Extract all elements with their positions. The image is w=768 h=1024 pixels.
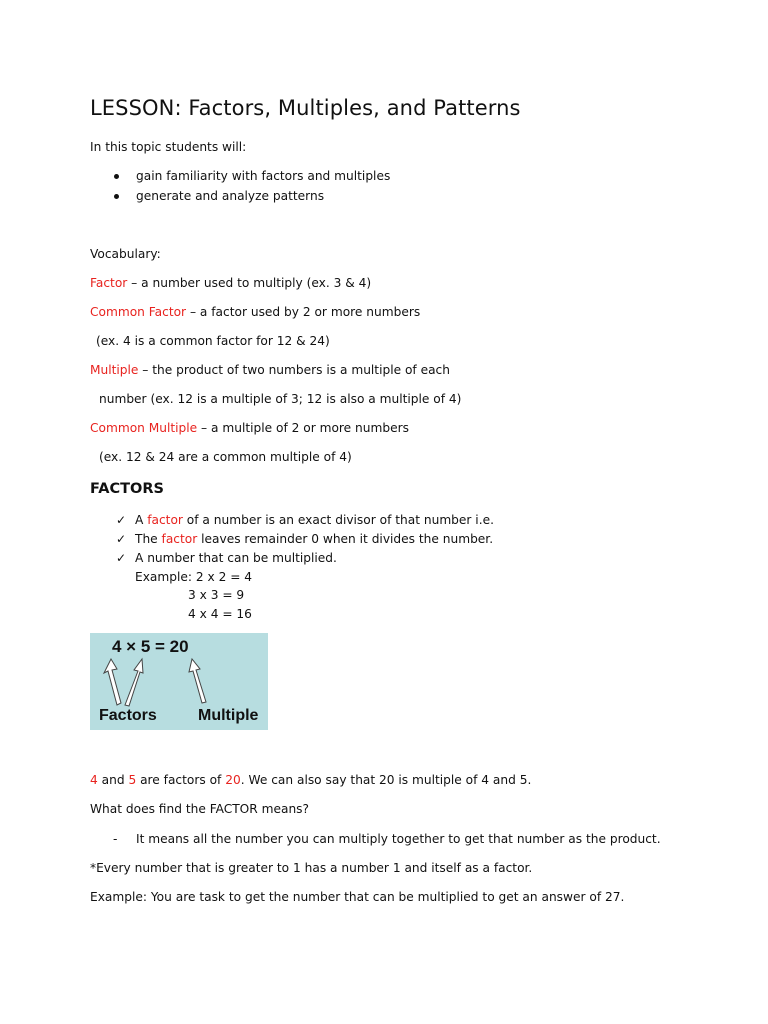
bullet-item: [114, 188, 325, 204]
term-common-factor: Common Factor: [90, 305, 187, 319]
diagram-equation: 4 × 5 = 20: [112, 637, 189, 656]
factors-diagram: [90, 633, 268, 730]
dash-item: [113, 831, 661, 847]
example-text: Example: You are task to get the number that can be multiplied to get an answer of 27.: [90, 890, 625, 904]
diagram-label-multiple: Multiple: [198, 707, 259, 724]
check-item: [116, 550, 337, 566]
vocab-common-multiple: [90, 420, 409, 436]
vocabulary-heading: Vocabulary:: [90, 247, 161, 261]
vocab-common-factor: [90, 304, 420, 320]
definition: – the product of two numbers is a multiple of each: [138, 363, 450, 377]
arrow-icon: [125, 659, 143, 706]
check-text: A factor of a number is an exact divisor of that number i.e.: [135, 513, 494, 527]
example-line: 3 x 3 = 9: [188, 588, 245, 602]
dash-marker: -: [113, 832, 118, 846]
term-common-multiple: Common Multiple: [90, 421, 198, 435]
definition: – a multiple of 2 or more numbers: [197, 421, 409, 435]
arrow-icon: [104, 659, 121, 705]
checkmark-icon: ✓: [116, 513, 127, 527]
example-text: number (ex. 12 is a multiple of 3; 12 is also a multiple of 4): [99, 392, 462, 406]
vocab-factor: [90, 275, 371, 291]
checkmark-icon: ✓: [116, 551, 127, 565]
check-item: [116, 512, 494, 528]
bullet-icon: [114, 194, 119, 199]
check-text: The factor leaves remainder 0 when it divides the number.: [135, 532, 494, 546]
factors-sentence: 4 and 5 are factors of 20. We can also say that 20 is multiple of 4 and 5.: [90, 773, 532, 787]
definition: – a number used to multiply (ex. 3 & 4): [127, 276, 372, 290]
bullet-icon: [114, 174, 119, 179]
definition: – a factor used by 2 or more numbers: [186, 305, 421, 319]
note-text: *Every number that is greater to 1 has a number 1 and itself as a factor.: [90, 861, 533, 875]
term-factor: Factor: [90, 276, 128, 290]
arrow-icon: [189, 659, 206, 703]
bullet-text: gain familiarity with factors and multiples: [136, 169, 391, 183]
example-line: Example: 2 x 2 = 4: [135, 570, 253, 584]
example-text: (ex. 12 & 24 are a common multiple of 4): [99, 450, 352, 464]
example-text: (ex. 4 is a common factor for 12 & 24): [96, 334, 330, 348]
bullet-item: [114, 168, 391, 184]
term-multiple: Multiple: [90, 363, 139, 377]
check-item: [116, 531, 494, 547]
diagram-label-factors: Factors: [99, 707, 157, 724]
check-text: A number that can be multiplied.: [135, 551, 337, 565]
question-text: What does find the FACTOR means?: [90, 802, 309, 816]
vocab-multiple: [90, 362, 450, 378]
page-title: LESSON: Factors, Multiples, and Patterns: [90, 96, 521, 120]
answer-text: It means all the number you can multiply together to get that number as the product.: [136, 832, 661, 846]
checkmark-icon: ✓: [116, 532, 127, 546]
intro-text: In this topic students will:: [90, 140, 247, 154]
bullet-text: generate and analyze patterns: [136, 189, 325, 203]
example-line: 4 x 4 = 16: [188, 607, 252, 621]
section-heading-factors: FACTORS: [90, 481, 164, 497]
